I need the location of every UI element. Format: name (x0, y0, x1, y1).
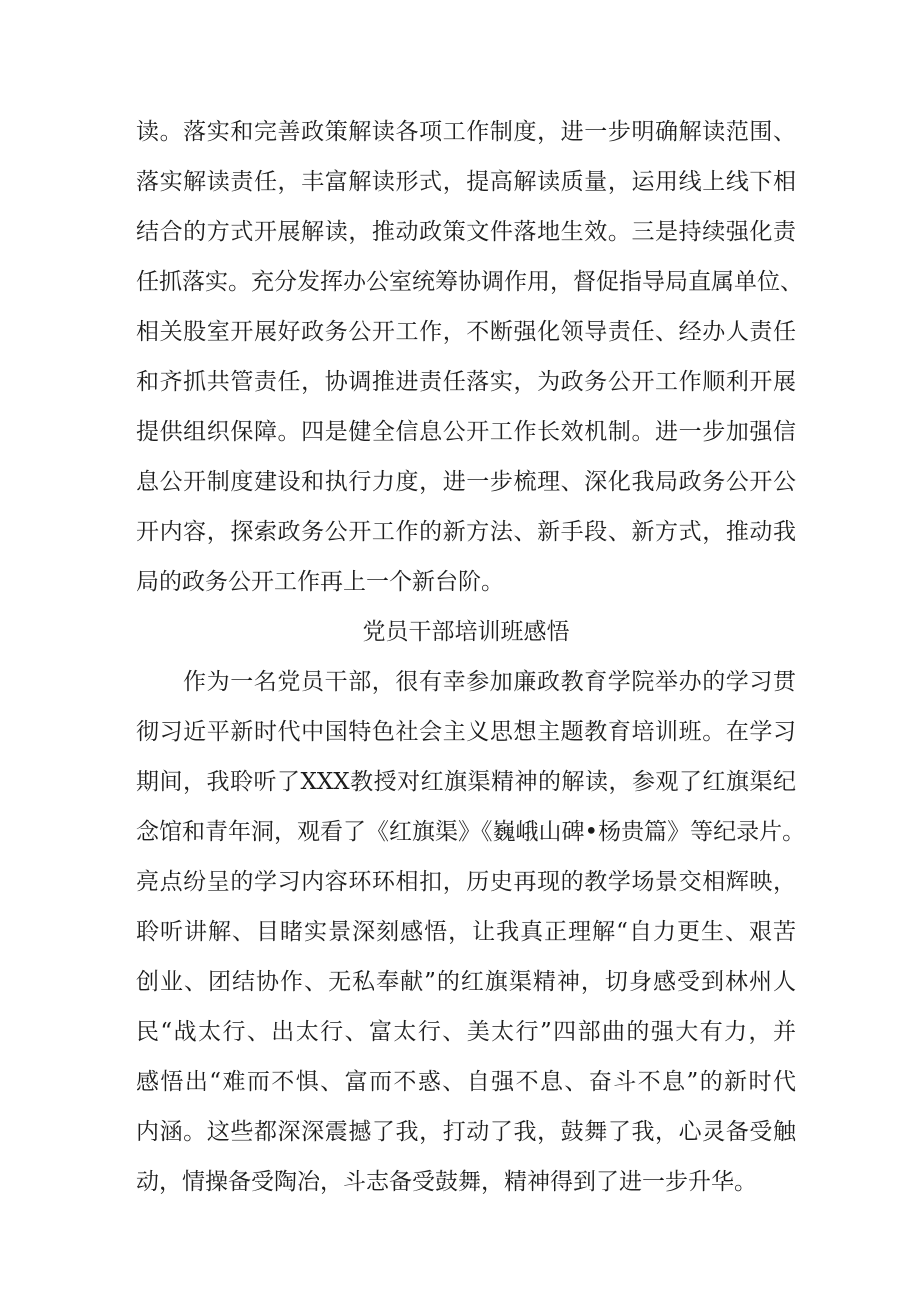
paragraph-line: 民“战太行、出太行、富太行、美太行”四部曲的强大有力，并 (136, 1019, 796, 1045)
paragraph-line: 落实解读责任，丰富解读形式，提高解读质量，运用线上线下相 (136, 169, 796, 195)
paragraph-line: 读。落实和完善政策解读各项工作制度，进一步明确解读范围、 (136, 119, 796, 145)
paragraph-line: 亮点纷呈的学习内容环环相扣，历史再现的教学场景交相辉映， (136, 869, 796, 895)
paragraph-line: 聆听讲解、目睹实景深刻感悟，让我真正理解“自力更生、艰苦 (136, 919, 796, 945)
section-title: 党员干部培训班感悟 (362, 619, 570, 645)
paragraph-line: 局的政务公开工作再上一个新台阶。 (136, 569, 504, 595)
paragraph-line: 内涵。这些都深深震撼了我，打动了我，鼓舞了我，心灵备受触 (136, 1119, 796, 1145)
paragraph-line: 息公开制度建设和执行力度，进一步梳理、深化我局政务公开公 (136, 469, 796, 495)
paragraph-line: 和齐抓共管责任，协调推进责任落实，为政务公开工作顺利开展 (136, 369, 796, 395)
paragraph-line: 相关股室开展好政务公开工作，不断强化领导责任、经办人责任 (136, 319, 796, 345)
paragraph-line: 结合的方式开展解读，推动政策文件落地生效。三是持续强化责 (136, 219, 796, 245)
paragraph-line: 创业、团结协作、无私奉献”的红旗渠精神，切身感受到林州人 (136, 969, 796, 995)
paragraph-line: 彻习近平新时代中国特色社会主义思想主题教育培训班。在学习 (136, 719, 796, 745)
paragraph-line: 任抓落实。充分发挥办公室统筹协调作用，督促指导局直属单位、 (136, 269, 803, 295)
paragraph-line: 动，情操备受陶冶，斗志备受鼓舞，精神得到了进一步升华。 (136, 1169, 757, 1195)
paragraph-line: 感悟出“难而不惧、富而不惑、自强不息、奋斗不息”的新时代 (136, 1069, 796, 1095)
paragraph-line: 念馆和青年洞，观看了《红旗渠》《巍峨山碑•杨贵篇》等纪录片。 (136, 819, 806, 845)
paragraph-line: 作为一名党员干部，很有幸参加廉政教育学院举办的学习贯 (183, 669, 796, 695)
paragraph-line: 期间，我聆听了XXX教授对红旗渠精神的解读，参观了红旗渠纪 (136, 769, 796, 795)
paragraph-line: 提供组织保障。四是健全信息公开工作长效机制。进一步加强信 (136, 419, 796, 445)
paragraph-line: 开内容，探索政务公开工作的新方法、新手段、新方式，推动我 (136, 519, 796, 545)
